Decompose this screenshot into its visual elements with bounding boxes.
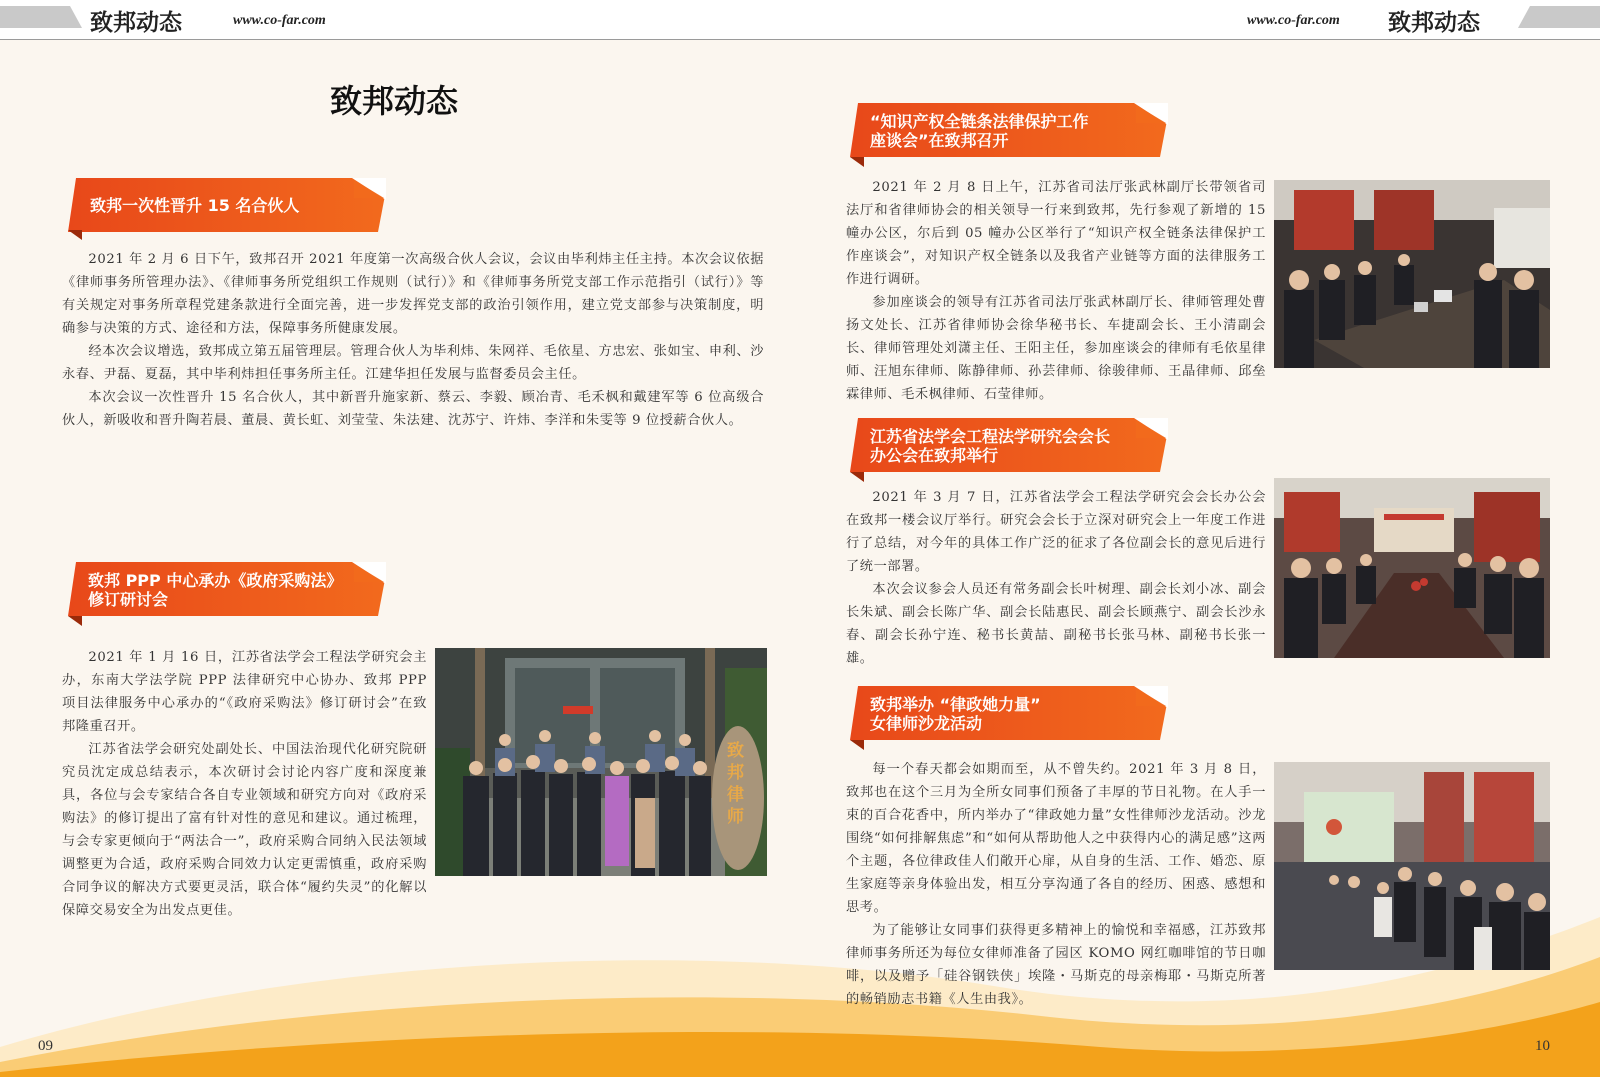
article-1-banner: [68, 178, 386, 232]
article-4-paragraph: 本次会议参会人员还有常务副会长叶树理、副会长刘小冰、副会长朱斌、副会长陈广华、副会长陆惠民、副会长顾燕宁、副会长沙永春、副会长孙宁连、秘书长黄喆、副秘书长张马林、副秘书长张一雄。: [846, 582, 1266, 666]
article-2-banner: [68, 562, 386, 618]
page-header: [0, 0, 1600, 40]
article-5-paragraph: 为了能够让女同事们获得更多精神上的愉悦和幸福感，江苏致邦律师事务所还为每位女律师准备了园区 KOMO 网红咖啡馆的节日咖啡，以及赠予「硅谷钢铁侠」埃隆・马斯克的母亲梅耶・马斯克所著的畅销励志书籍《人生由我》。: [846, 923, 1266, 1007]
article-3-body: [846, 176, 1266, 406]
article-1-body: [62, 248, 764, 432]
page-number-left: 09: [38, 1038, 53, 1054]
article-1-title: 致邦一次性晋升 15 名合伙人: [90, 195, 300, 215]
article-2-body: [62, 646, 427, 922]
article-3-paragraph: 参加座谈会的领导有江苏省司法厅张武林副厅长、律师管理处曹扬文处长、江苏省律师协会徐华秘书长、车捷副会长、王小清副会长、律师管理处刘潇主任、王阳主任，参加座谈会的律师有毛依星律师、汪旭东律师、陈静律师、孙芸律师、徐骏律师、王晶律师、邱垒霖律师、毛禾枫律师、石莹律师。: [846, 295, 1266, 402]
header-decor-left: [0, 6, 82, 28]
article-3-paragraph: 2021 年 2 月 8 日上午，江苏省司法厅张武林副厅长带领省司法厅和省律师协会的相关领导一行来到致邦，先行参观了新增的 15 幢办公区，尔后到 05 幢办公区举行了“知识产权全链条法律保护工作座谈会”，对知识产权全链条以及我省产业链等方面的法律服务工作进行调研。: [846, 180, 1266, 287]
article-4-banner: [850, 418, 1168, 474]
article-3-meeting-photo: [1274, 180, 1550, 368]
article-2-title-line1: 致邦 PPP 中心承办《政府采购法》: [88, 571, 343, 590]
page-title: 致邦动态: [330, 82, 459, 120]
article-5-paragraph: 每一个春天都会如期而至，从不曾失约。2021 年 3 月 8 日，致邦也在这个三月为全所女同事们预备了丰厚的节日礼物。在人手一束的百合花香中，所内举办了“律政她力量”女性律师沙龙活动。沙龙围绕“如何排解焦虑”和“如何从帮助他人之中获得内心的满足感”这两个主题，各位律政佳人们敞开心扉，从自身的生活、工作、婚恋、原生家庭等亲身体验出发，相互分享沟通了各自的经历、困惑、感想和思考。: [846, 762, 1266, 915]
header-url-left[interactable]: www.co-far.com: [233, 13, 326, 28]
header-title-right: 致邦动态: [1388, 10, 1480, 36]
article-2-paragraph: 江苏省法学会研究处副处长、中国法治现代化研究院研究员沈定成总结表示，本次研讨会讨论内容广度和深度兼具，各位与会专家结合各自专业领域和研究方向对《政府采购法》的修订提出了富有针对性的意见和建议。通过梳理，与会专家更倾向于“两法合一”，政府采购合同纳入民法领域调整更为合适，政府采购合同效力认定更需慎重，政府采购合同争议的解决方式要更灵活，联合体“履约失灵”的化解以保障交易安全为出发点更佳。: [62, 742, 427, 918]
article-5-body: [846, 758, 1266, 1011]
article-4-paragraph: 2021 年 3 月 7 日，江苏省法学会工程法学研究会会长办公会在致邦一楼会议厅举行。研究会会长于立深对研究会上一年度工作进行了总结，对今年的具体工作广泛的征求了各位副会长的意见后进行了统一部署。: [846, 490, 1266, 574]
article-3-banner: [850, 103, 1168, 159]
article-4-title-line1: 江苏省法学会工程法学研究会会长: [870, 427, 1111, 446]
article-4-meeting-photo: [1274, 478, 1550, 658]
article-4-body: [846, 486, 1266, 670]
page-number-right: 10: [1535, 1038, 1550, 1054]
photo-rock-inscription: 致邦律师: [727, 741, 744, 827]
article-4-title-line2: 办公会在致邦举行: [870, 446, 999, 465]
article-5-salon-photo: [1274, 762, 1550, 970]
header-decor-right: [1518, 6, 1600, 28]
article-5-title-line1: 致邦举办 “律政她力量”: [870, 695, 1041, 714]
article-1-paragraph: 经本次会议增选，致邦成立第五届管理层。管理合伙人为毕利炜、朱网祥、毛依星、方忠宏、张如宝、申利、沙永春、尹磊、夏磊，其中毕利炜担任事务所主任。江建华担任发展与监督委员会主任。: [62, 344, 764, 382]
article-3-title-line1: “知识产权全链条法律保护工作: [870, 112, 1089, 131]
article-1-paragraph: 2021 年 2 月 6 日下午，致邦召开 2021 年度第一次高级合伙人会议，会议由毕利炜主任主持。本次会议依据《律师事务所管理办法》、《律师事务所党组织工作规则（试行）》和《律师事务所党支部工作示范指引（试行）》等有关规定对事务所章程党建条款进行全面完善，进一步发挥党支部的政治引领作用，建立党支部参与决策制度，明确参与决策的方式、途径和方法，保障事务所健康发展。: [62, 252, 764, 336]
article-3-title-line2: 座谈会”在致邦召开: [870, 131, 1009, 150]
article-2-paragraph: 2021 年 1 月 16 日，江苏省法学会工程法学研究会主办，东南大学法学院 PPP 法律研究中心协办、致邦 PPP 项目法律服务中心承办的“《政府采购法》修订研讨会”在致邦隆重召开。: [62, 650, 427, 734]
article-2-title-line2: 修订研讨会: [88, 590, 169, 609]
article-1-paragraph: 本次会议一次性晋升 15 名合伙人，其中新晋升施家新、蔡云、李毅、顾冶青、毛禾枫和戴建军等 6 位高级合伙人，新吸收和晋升陶若晨、董晨、黄长虹、刘莹莹、朱法建、沈苏宁、许炜、李洋和朱雯等 9 位授薪合伙人。: [62, 390, 764, 428]
article-5-title-line2: 女律师沙龙活动: [870, 714, 983, 733]
article-5-banner: [850, 686, 1168, 742]
header-title-left: 致邦动态: [90, 10, 182, 36]
article-2-group-photo: [435, 648, 767, 876]
header-url-right[interactable]: www.co-far.com: [1247, 13, 1340, 28]
